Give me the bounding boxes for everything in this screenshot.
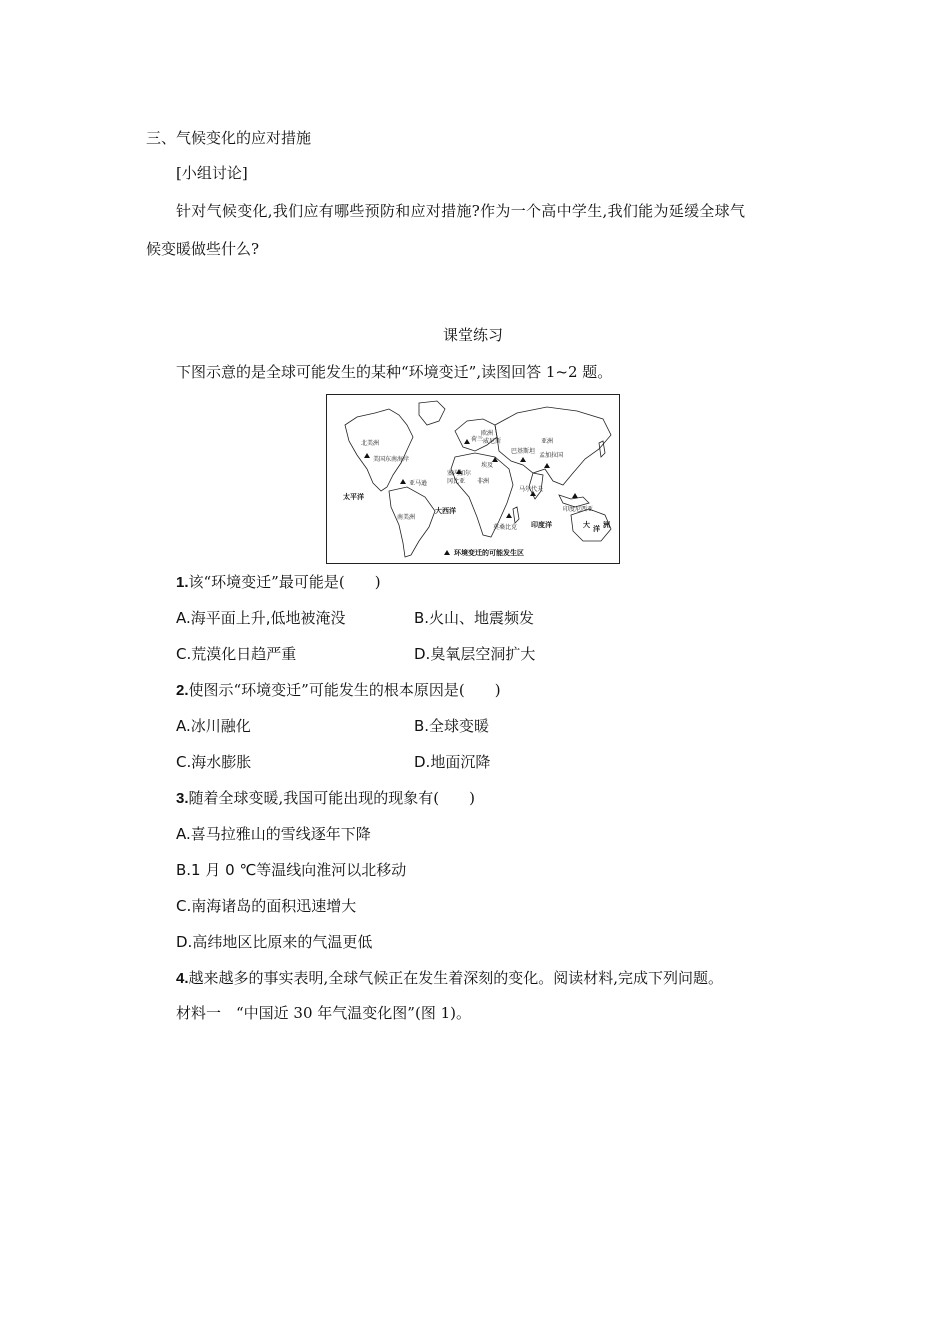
world-map-figure [326, 394, 620, 564]
practice-title: 课堂练习 [443, 326, 504, 344]
label-indonesia: 印度尼西亚 [563, 506, 594, 513]
world-map-svg [327, 395, 618, 562]
question-stem: 随着全球变暖,我国可能出现的现象有( ) [188, 789, 475, 807]
q2-option-c: C.海水膨胀 [176, 753, 252, 771]
q3-option-d: D.高纬地区比原来的气温更低 [176, 933, 373, 951]
hazard-marker [400, 479, 406, 484]
label-south-america: 南美洲 [397, 514, 416, 521]
q3-option-b: B.1 月 0 ℃等温线向淮河以北移动 [176, 861, 407, 879]
q2-option-b: B.全球变暖 [414, 717, 490, 735]
question-stem: 使图示“环境变迁”可能发生的根本原因是( ) [188, 681, 501, 699]
question-3 [176, 788, 475, 809]
label-gambia: 冈比亚 [447, 478, 466, 485]
label-mozambique: 莫桑比克 [493, 524, 518, 531]
question-2 [176, 680, 501, 701]
asia-shape [495, 407, 611, 485]
hazard-marker [544, 463, 550, 468]
hazard-marker [506, 513, 512, 518]
greenland-shape [419, 401, 445, 425]
hazard-marker [364, 453, 370, 458]
label-indian: 印度洋 [531, 521, 552, 529]
label-europe: 欧洲 [481, 430, 494, 437]
label-africa: 非洲 [477, 478, 490, 485]
question-number: 1. [176, 574, 189, 591]
question-1 [176, 572, 381, 593]
question-number: 4. [176, 970, 189, 987]
label-netherlands: 荷兰 [471, 436, 484, 443]
label-atlantic: 大西洋 [435, 507, 456, 515]
question-stem: 越来越多的事实表明,全球气候正在发生着深刻的变化。阅读材料,完成下列问题。 [188, 969, 724, 987]
legend-marker-icon [444, 550, 450, 555]
label-north-america: 北美洲 [361, 440, 380, 447]
practice-intro: 下图示意的是全球可能发生的某种“环境变迁”,读图回答 1~2 题。 [176, 363, 613, 381]
q1-option-d: D.臭氧层空洞扩大 [414, 645, 536, 663]
hazard-marker [464, 439, 470, 444]
q3-option-a: A.喜马拉雅山的雪线逐年下降 [176, 825, 371, 843]
madagascar-shape [513, 507, 519, 523]
question-4 [176, 968, 723, 989]
label-maldives: 马尔代夫 [519, 486, 544, 493]
hazard-marker [572, 493, 578, 498]
label-wei-ni-si: 威尼斯 [483, 438, 502, 445]
hazard-markers [364, 439, 578, 518]
question-stem: 该“环境变迁”最可能是( ) [188, 573, 381, 591]
discussion-text-line2: 候变暖做些什么? [146, 240, 260, 258]
north-america-shape [345, 409, 413, 491]
label-bangladesh: 孟加拉国 [539, 452, 564, 459]
discussion-tag: [小组讨论] [176, 164, 248, 182]
label-pacific: 太平洋 [343, 493, 364, 501]
question-number: 3. [176, 790, 189, 807]
section-heading: 三、气候变化的应对措施 [146, 129, 312, 147]
legend-text: 环境变迁的可能发生区 [454, 549, 524, 557]
label-asia: 亚洲 [541, 438, 554, 445]
label-egypt: 埃及 [481, 462, 494, 469]
q3-option-c: C.南海诸岛的面积迅速增大 [176, 897, 357, 915]
q2-option-a: A.冰川融化 [176, 717, 251, 735]
label-us-southeast: 美国东南海岸 [373, 456, 410, 463]
label-senegal: 塞内加尔 [447, 470, 472, 477]
q1-option-b: B.火山、地震频发 [414, 609, 535, 627]
label-oceania-a: 大 [583, 521, 590, 529]
label-amazon: 亚马逊 [409, 480, 428, 487]
q1-option-c: C.荒漠化日趋严重 [176, 645, 297, 663]
label-oceania-c: 洲 [603, 521, 610, 529]
q2-option-d: D.地面沉降 [414, 753, 491, 771]
south-america-shape [389, 487, 435, 557]
material-one: 材料一 “中国近 30 年气温变化图”(图 1)。 [176, 1004, 471, 1022]
q1-option-a: A.海平面上升,低地被淹没 [176, 609, 346, 627]
hazard-marker [520, 457, 526, 462]
label-pakistan: 巴基斯坦 [511, 448, 536, 455]
discussion-text-line1: 针对气候变化,我们应有哪些预防和应对措施?作为一个高中学生,我们能为延缓全球气 [176, 202, 746, 220]
label-oceania-b: 洋 [593, 525, 600, 533]
question-number: 2. [176, 682, 189, 699]
